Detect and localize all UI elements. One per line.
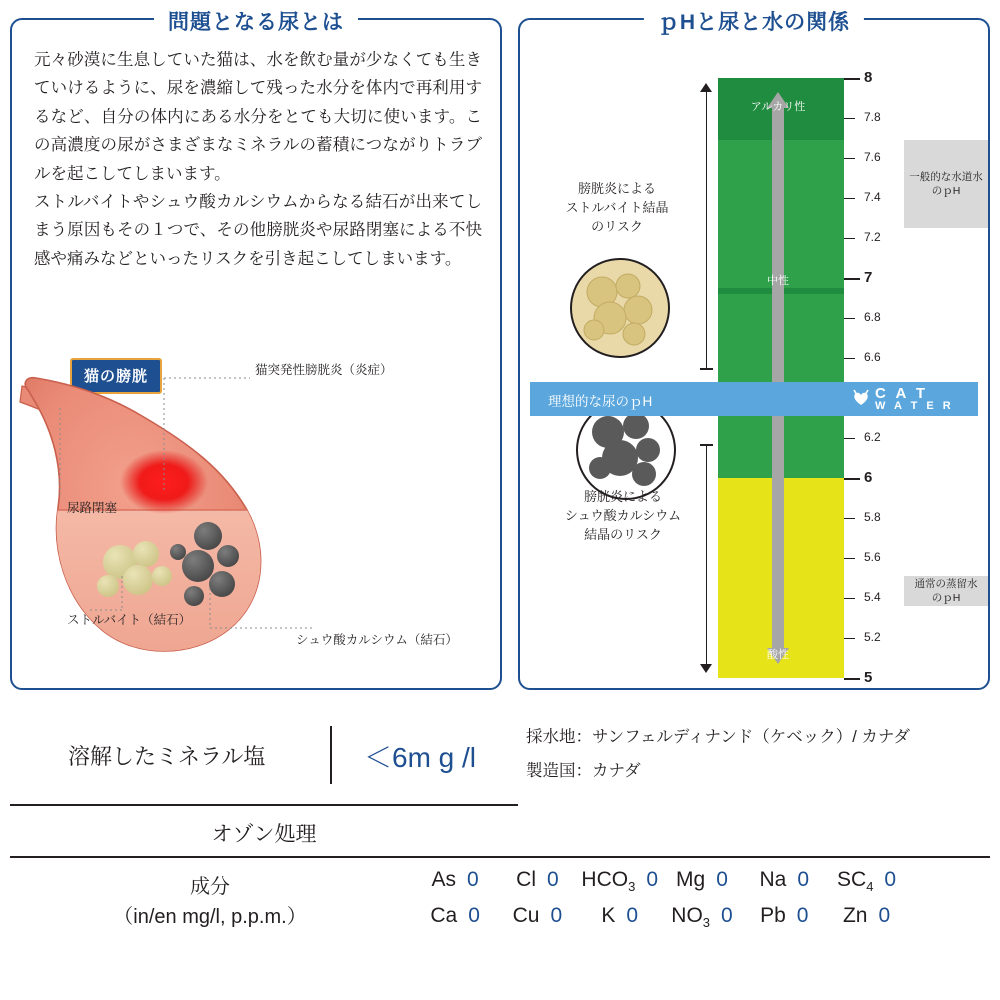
catwater-logo — [852, 384, 970, 414]
tick-6-6 — [844, 358, 855, 359]
ph-label-acidic: 酸性 — [767, 649, 789, 661]
composition-name-mg: Mg — [676, 868, 706, 891]
composition-name-cl: Cl — [516, 868, 536, 891]
composition-name-k: K — [601, 904, 616, 928]
risk-caption-oxalate-line3: 結晶のリスク — [584, 526, 662, 542]
composition-value-k: 0 — [626, 904, 639, 928]
composition-item-cu — [496, 904, 578, 930]
composition-name-hco3: $HCO_3$ — [581, 868, 636, 895]
left-panel-title: 問題となる尿とは — [154, 6, 358, 36]
composition-item-na — [743, 868, 825, 894]
composition-item-pb — [743, 904, 825, 930]
tick-7-8 — [844, 118, 855, 119]
spec-divider-vertical — [330, 726, 332, 784]
label-cystitis: 猫突発性膀胱炎（炎症） — [255, 363, 393, 377]
left-panel-body — [34, 46, 482, 273]
composition-value-na: 0 — [797, 868, 810, 891]
risk-caption-oxalate — [548, 488, 698, 545]
composition-value-sc4: 0 — [884, 868, 897, 891]
tick-7 — [844, 278, 860, 280]
spec-table — [10, 700, 990, 990]
bracket-oxalate-range — [706, 444, 707, 664]
bracket-oxalate-cap — [700, 444, 713, 446]
tick-label-7: 7 — [864, 269, 873, 286]
composition-name-pb: Pb — [760, 904, 786, 928]
composition-title-line2: （in/en mg/l, p.p.m.） — [113, 906, 307, 928]
tick-6-8 — [844, 318, 855, 319]
distilled-water-line2: のｐH — [931, 592, 961, 604]
mineral-salt-value: ＜6m g /l — [364, 742, 477, 773]
composition-item-hco3 — [579, 868, 661, 894]
composition-item-sc4 — [825, 868, 907, 894]
tick-7-4 — [844, 198, 855, 199]
tick-label-6-8: 6.8 — [864, 310, 881, 324]
composition-name-ca: Ca — [430, 904, 458, 928]
bladder-badge: 猫の膀胱 — [70, 358, 162, 394]
composition-value-mg: 0 — [716, 868, 728, 891]
arrow-shaft — [772, 106, 784, 650]
spec-rule-1 — [10, 804, 518, 806]
tick-label-5-4: 5.4 — [864, 590, 881, 604]
risk-caption-oxalate-line1: 膀胱炎による — [583, 489, 662, 504]
composition-name-zn: Zn — [842, 904, 868, 928]
source-location: 採水地：サンフェルディナンド（ケベック）/ カナダ — [526, 728, 911, 746]
composition-value-zn: 0 — [878, 904, 891, 928]
label-urethral-obstruction: 尿路閉塞 — [67, 501, 118, 515]
ideal-ph-label: 理想的な尿のｐH — [548, 394, 653, 409]
catwater-line2: W A T E R — [875, 400, 954, 412]
bracket-struvite-cap — [700, 368, 713, 370]
composition-value-as: 0 — [467, 868, 479, 891]
tick-label-5: 5 — [864, 669, 873, 686]
ozone-treatment: オゾン処理 — [211, 823, 317, 846]
label-calcium-oxalate: シュウ酸カルシウム（結石） — [296, 633, 458, 647]
composition-value-hco3: 0 — [646, 868, 658, 891]
ideal-ph-band — [530, 382, 978, 416]
composition-name-cu: Cu — [512, 904, 540, 928]
composition-item-k — [579, 904, 661, 930]
tick-6-2 — [844, 438, 855, 439]
body-paragraph-2: ストルバイトやシュウ酸カルシウムからなる結石が出来てしまう原因もその１つで、その他膀胱炎や尿路閉塞による不快感や痛みなどといったリスクを引き起こしてしまいます。 — [34, 192, 482, 268]
composition-name-no3: $NO_3$ — [671, 904, 711, 931]
composition-item-cl — [496, 868, 578, 894]
tick-7-6 — [844, 158, 855, 159]
tick-5 — [844, 678, 860, 680]
tick-label-6-6: 6.6 — [864, 350, 881, 364]
tick-label-7-4: 7.4 — [864, 190, 881, 204]
risk-caption-struvite-line3: のリスク — [591, 218, 643, 234]
composition-name-na: Na — [759, 868, 787, 891]
tick-label-7-2: 7.2 — [864, 230, 881, 244]
composition-title-line1: 成分 — [190, 876, 230, 898]
ph-direction-arrow — [767, 92, 789, 664]
mineral-salt-label: 溶解したミネラル塩 — [68, 744, 266, 769]
composition-spacer-1 — [908, 868, 990, 894]
struvite-crystal-illustration — [570, 258, 670, 358]
tick-label-7-8: 7.8 — [864, 110, 881, 124]
tick-8 — [844, 78, 860, 80]
right-panel-title: ｐHと尿と水の関係 — [644, 6, 864, 36]
bracket-struvite-arrow — [700, 83, 712, 92]
body-paragraph-1: 元々砂漠に生息していた猫は、水を飲む量が少なくても生きていけるように、尿を濃縮して残った水分を体内で再利用するなど、自分の体内にある水分をとても大切に使います。この高濃度の尿がさまざまなミネラルの蓄積につながりトラブルを起こしてしまいます。 — [34, 51, 482, 183]
tick-label-5-2: 5.2 — [864, 630, 881, 644]
ph-label-alkaline: アルカリ性 — [750, 101, 806, 113]
composition-value-no3: 0 — [721, 904, 733, 928]
right-panel — [518, 11, 990, 690]
tick-label-8: 8 — [864, 69, 873, 86]
composition-value-cu: 0 — [550, 904, 563, 928]
cat-leaf-icon — [852, 387, 870, 412]
bladder-illustration — [12, 340, 500, 688]
composition-item-zn — [825, 904, 907, 930]
tap-water-range-box — [904, 140, 988, 228]
composition-value-ca: 0 — [468, 904, 480, 928]
composition-value-cl: 0 — [547, 868, 559, 891]
tick-5-6 — [844, 558, 855, 559]
composition-spacer-2 — [908, 904, 990, 930]
risk-caption-struvite — [542, 180, 692, 237]
bracket-oxalate-arrow — [700, 664, 712, 673]
tick-label-6-2: 6.2 — [864, 430, 881, 444]
tick-5-2 — [844, 638, 855, 639]
tick-5-4 — [844, 598, 855, 599]
tick-label-7-6: 7.6 — [864, 150, 881, 164]
risk-caption-struvite-line1: 膀胱炎による — [577, 181, 656, 196]
composition-item-ca — [414, 904, 496, 930]
composition-item-mg — [661, 868, 743, 894]
tick-label-5-6: 5.6 — [864, 550, 881, 564]
composition-title — [10, 872, 410, 932]
composition-item-no3 — [661, 904, 743, 930]
spec-rule-2 — [10, 856, 990, 858]
tick-label-5-8: 5.8 — [864, 510, 881, 524]
composition-value-pb: 0 — [796, 904, 809, 928]
tick-7-2 — [844, 238, 855, 239]
bracket-struvite-range — [706, 92, 707, 368]
composition-grid — [414, 868, 990, 930]
composition-item-as — [414, 868, 496, 894]
distilled-water-line1: 通常の蒸留水 — [914, 577, 978, 590]
tap-water-line2: のｐH — [931, 185, 961, 197]
country-of-origin: 製造国：カナダ — [526, 762, 641, 780]
composition-name-as: As — [431, 868, 457, 891]
tick-5-8 — [844, 518, 855, 519]
risk-caption-oxalate-line2: シュウ酸カルシウム — [564, 507, 682, 523]
distilled-water-range-box — [904, 576, 988, 606]
tick-label-6: 6 — [864, 469, 873, 486]
composition-name-sc4: $SC_4$ — [837, 868, 874, 895]
risk-caption-struvite-line2: ストルバイト結晶 — [565, 199, 669, 215]
catwater-line1: C A T — [875, 385, 929, 402]
catwater-wordmark — [875, 386, 954, 412]
panels-row — [10, 10, 990, 690]
tap-water-line1: 一般的な水道水 — [909, 170, 983, 183]
ph-label-neutral: 中性 — [767, 275, 789, 287]
tick-6 — [844, 478, 860, 480]
ph-scale — [520, 20, 988, 688]
label-struvite: ストルバイト（結石） — [67, 613, 192, 627]
left-panel — [10, 11, 502, 690]
